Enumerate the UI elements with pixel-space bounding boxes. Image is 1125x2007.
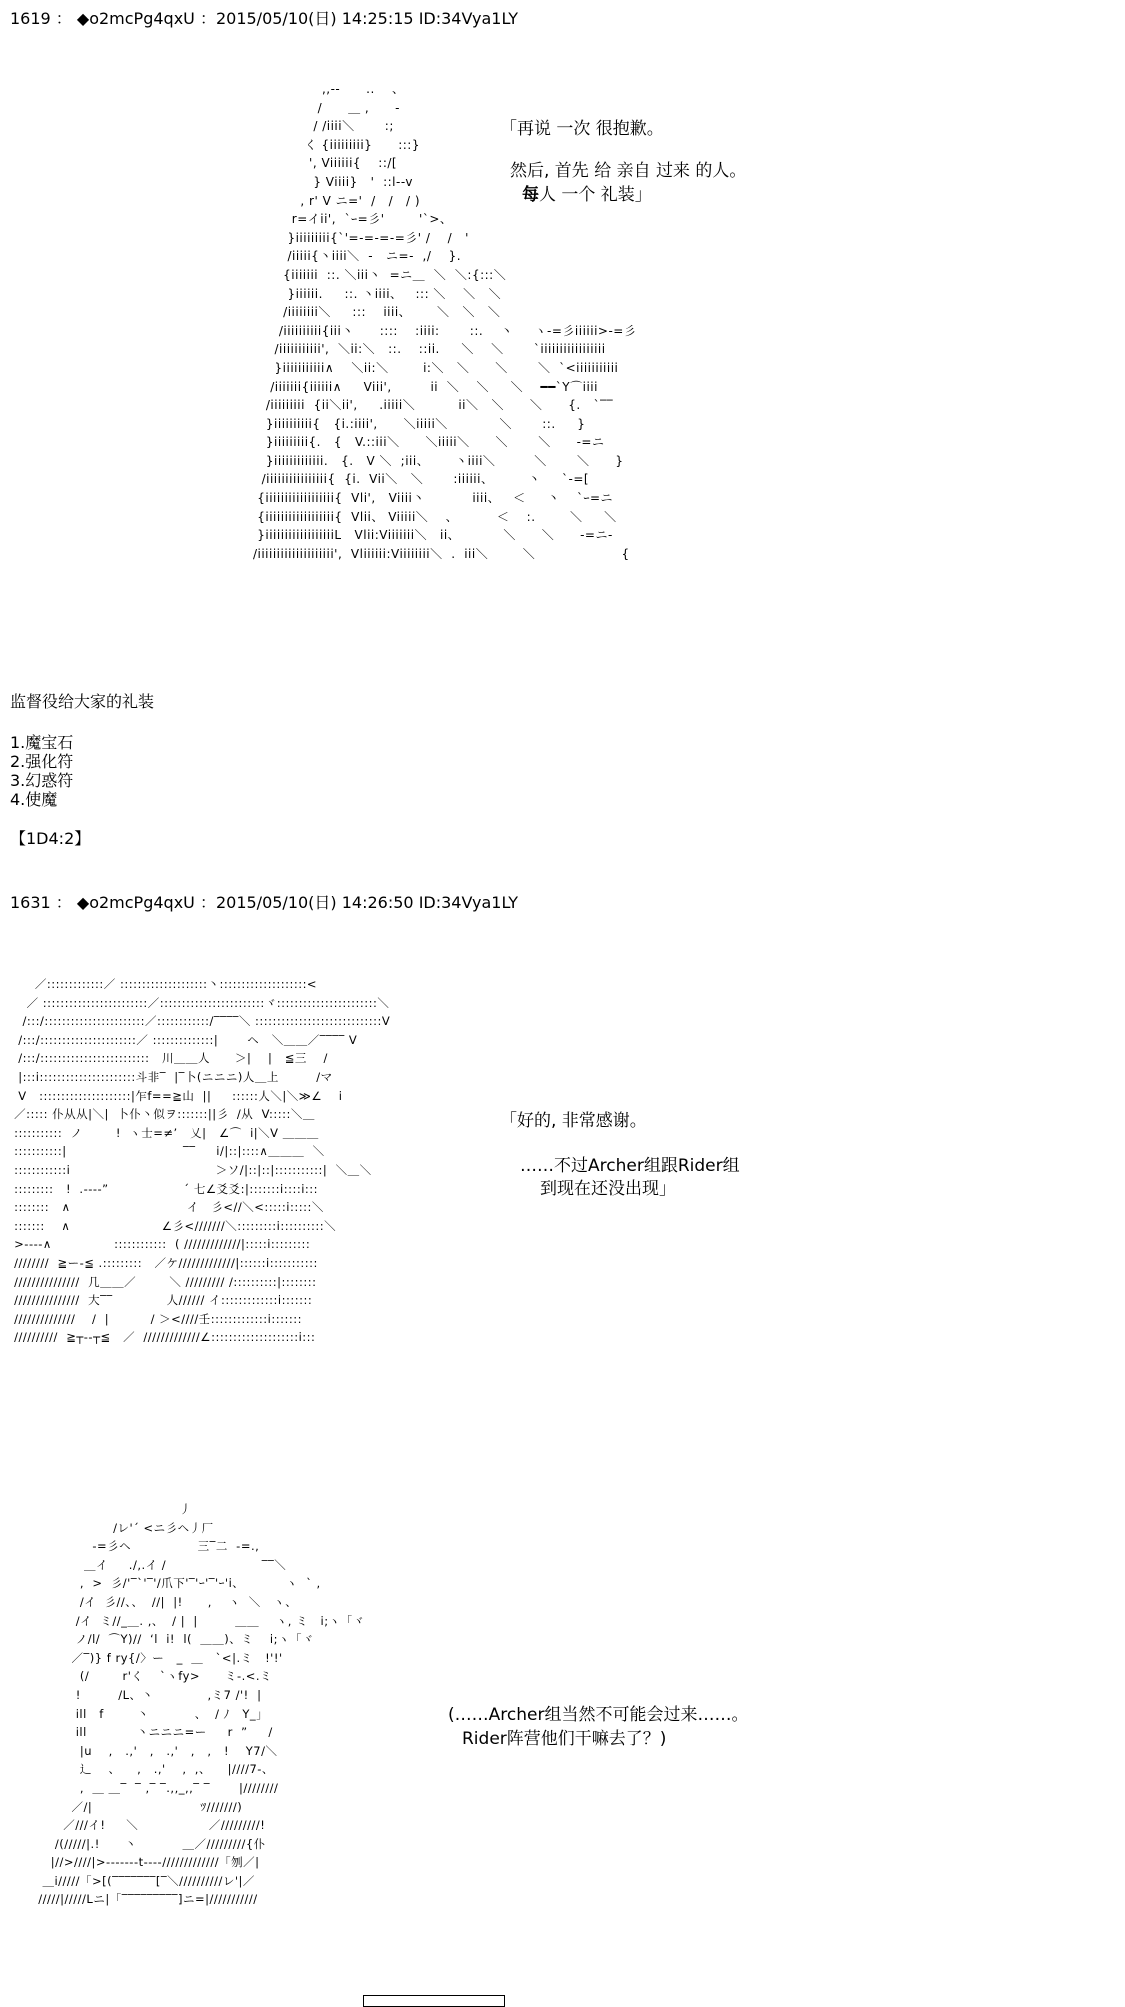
ascii-art-character-bowing: ,,-- .. 、 / ＿ , ‐ / /iiii＼ :; く {iiiiiiiii} :::} ', Viiiiii{ ::/[ } Viiii} ' ::l-‐v , r' V ニ=' / / / ) r=イii', `ｰ=彡' '`>、 }iiiiiiiii{`'=-=-=-=彡' / / ' /iiiii{丶iiii＼ - ニ=- ,/ }. {iiiiiii ::. ＼iii丶 =ニ＿ ＼ ＼:{:::＼ }iiiiii. ::. 丶iiii、 ::: ＼ ＼ ＼ /iiiiiiii＼ ::: iiii、 ＼ ＼ ＼ /iiiiiiiiii{iii丶 :::: :iiii: ::. 丶 ヽ‐=彡iiiiii>‐=彡 /iiiiiiiiiii', ＼ii:＼ ::. ::ii. ＼ ＼ `iiiiiiiiiiiiiiiii }iiiiiiiiiii∧ ＼ii:＼ i:＼ ＼ ＼ ＼ `<iiiiiiiiiii /iiiiiii{iiiiii∧ Viii', ii ＼ ＼ ＼ ━━`Y⌒iiii /iiiiiiiii {ii＼ii', .iiiii＼ ii＼ ＼ ＼ {. `‾‾ }iiiiiiiiii{ {i.:iiii', ＼iiiii＼ ＼ ::. } }iiiiiiiii{. { V.::iii＼ ＼iiiii＼ ＼ ＼ ‐=ニ }iiiiiiiiiiiii. {. V ＼ ;iii、 丶iiii＼ ＼ ＼ } /iiiiiiiiiiiiiiii{ {i. Vii＼ ＼ :iiiiii、 丶 `‐=[ {iiiiiiiiiiiiiiiiii{ Vli', Viiii丶 iiii、 ＜ 丶 `ｰ=ニ {iiiiiiiiiiiiiiiiii{ Vlii、 Viiiii＼ 、 ＜ :. ＼ ＼ }iiiiiiiiiiiiiiiiiiL Vlii:Viiiiiii＼ ii、 ＼ ＼ ‐=ニ‐ /iiiiiiiiiiiiiiiiiiii', Vliiiiii:Viiiiiiii＼ . iii＼ ＼ { (252, 82, 637, 561)
dialogue-apology-line: 「再说 一次 很抱歉。 (500, 119, 664, 139)
dice-roll: 【1D4:2】 (10, 829, 91, 848)
dialogue-first-give-line: 然后, 首先 给 亲自 过来 的人。 (510, 161, 747, 181)
dialogue-each-one-line (522, 184, 652, 207)
ascii-art-character-thinking: 丿 /レ'´ <ニ彡ヘ丿厂 ‐=彡ヘ 三‾二 -=., ＿イ ./,.イ / ‾‾＼ , > 彡/'‾`'‾'/爪下'‾'ｰ'‾'ｰ'i、 ヽ ` , /イ 彡//、、 //| |! , ヽ ＼ ヽ、 /イ ミ//_＿. ,、 / | | ＿＿ ヽ, ミ i;ヽ「ヾ ノ/l/ ⌒Y)// ‘l i! l( ＿＿)、ミ i;ヽ「ヾ ／‾)} f ry{/〉ー _ ＿ `<|.ミ !'!' (/ r'く `ヽfy> ミ-.<.ミ ! /L、丶 ,ミ7 /'! | ill f 丶 、 / ﾉ Y_」 ill 丶ニニニ=ー r ” / |u , .,' , .,' , , ! Y7/＼ 辶 、 , .,' , ,、 |////7‐、 , ＿ ＿‾ ‾ ,‾ ‾.,,_,,‾ ‾ |//////// ／/| ﾂ///////) ／///イ! ＼ ／/////////! /(/////|.! 丶 ＿／/////////{仆 |//>////|>‐‐‐‐‐‐‐t‐‐‐‐/////////////「刎／| ＿i/////「>[(‾‾‾‾‾‾‾[‾＼//////////レ'|／ /////|/////Lニ|「‾‾‾‾‾‾‾‾‾]ニ=|/////////// (38, 1502, 365, 1907)
dialogue-thought-line-1: (……Archer组当然不可能会过来……。 (448, 1705, 749, 1725)
dialogue-archer-rider-line-1: ……不过Archer组跟Rider组 (520, 1156, 740, 1176)
dialogue-thanks-line: 「好的, 非常感谢。 (500, 1111, 647, 1131)
dialogue-each-bold: 每 (522, 185, 539, 205)
mystic-code-item-4: 4.使魔 (10, 790, 58, 809)
mystic-code-list (10, 692, 154, 848)
ascii-art-character-closeup: ／:::::::::::::／ ::::::::::::::::::::丶::::::::::::::::::::< ／ ::::::::::::::::::::::::／::::::::::::::::::::::::ヾ:::::::::::::::::::::::＼ /:::/:::::::::::::::::::::::／::::::::::::/‾‾‾‾＼ :::::::::::::::::::::::::::::V /:::/::::::::::::::::::::::／ ::::::::::::::| ヘ ＼＿＿／‾‾‾‾ V /:::/::::::::::::::::::::::::: 川＿＿人 ＞| | ≦三 / |:::i::::::::::::::::::::::斗非‾ |‾卜(ニニニ)人＿上 /マ V :::::::::::::::::::::|乍f==≧山 || ::::::人＼|＼≫∠ i ／::::: 仆从从|＼| 卜仆丶似ヲ:::::::||彡 /从 V:::::＼＿ ::::::::::: ノ ! ヽ士=≠’ 乂| ∠⌒ i|＼V ＿＿＿ :::::::::::| ‾‾ i/|::|::::∧＿＿＿ ＼ ::::::::::::i ＞ソ/|::|::|:::::::::::| ＼＿＼ ::::::::: ! .‐‐‐‐” ´ 七∠爻爻:|:::::::i::::i::: :::::::: ∧ イ 彡<//＼<:::::i:::::＼ ::::::: ∧ ∠彡<///////＼:::::::::i::::::::::＼ >‐‐‐‐∧ :::::::::::: ( /////////////|:::::i::::::::: //////// ≧ー‐≦ .::::::::: ／ケ/////////////|::::::i::::::::::: /////////////// 几＿＿／ ＼ ///////// /::::::::::|:::::::: /////////////// 大‾‾ 人////// イ:::::::::::::i::::::: ////////////// / | / ＞<////壬:::::::::::::i::::::: ////////// ≧┬‐‐┬≦ ／ /////////////∠::::::::::::::::::::i::: (14, 977, 391, 1345)
mystic-code-item-1: 1.魔宝石 (10, 733, 74, 752)
dialogue-thought-line-2: Rider阵营他们干嘛去了？) (462, 1729, 667, 1749)
bottom-frame-edge (363, 1995, 505, 2007)
post-header-1631: 1631 ： ◆o2mcPg4qxU ：2015/05/10(日) 14:26:50 ID:34Vya1LY (10, 893, 519, 912)
mystic-code-item-3: 3.幻惑符 (10, 771, 74, 790)
dialogue-each-rest: 人 一个 礼装」 (539, 185, 652, 205)
mystic-code-title: 监督役给大家的礼装 (10, 692, 155, 711)
post-header-1619: 1619 ： ◆o2mcPg4qxU ：2015/05/10(日) 14:25:15 ID:34Vya1LY (10, 9, 519, 28)
dialogue-archer-rider-line-2: 到现在还没出现」 (540, 1179, 676, 1199)
mystic-code-item-2: 2.强化符 (10, 752, 74, 771)
